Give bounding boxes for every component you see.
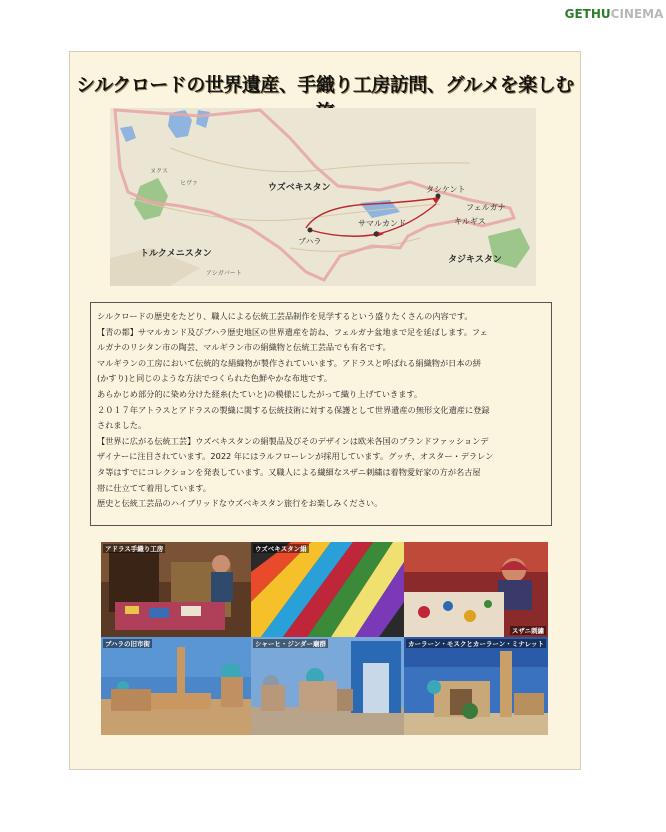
silk-fabric-photo [251, 542, 404, 637]
description-box [90, 302, 552, 526]
description-line: ザイナーに注目されています。2022 年にはラルフローレンが採用しています。グッチ、オスター・デラレン [97, 451, 494, 462]
photo-caption: スザニ刺繍 [511, 627, 544, 635]
photo-caption: ブハラの旧市街 [105, 640, 150, 648]
watermark-logo [566, 4, 662, 24]
poster-title: シルクロードの世界遺産、手織り工房訪問、グルメを楽しむ [76, 74, 574, 96]
map-label-turkmenistan: トルクメニスタン [140, 249, 212, 259]
description-line: ルガナのリシタン市の陶芸、マルギラン市の絹織物と伝統工芸品でも有名です。 [97, 342, 391, 353]
photo-caption: アドラス手織り工房 [105, 545, 164, 553]
map-label-samarkand: サマルカンド [358, 219, 406, 228]
map-label-nukus: ヌクス [150, 168, 168, 175]
travel-poster [70, 52, 580, 769]
description-line: 帯に仕立てて着用しています。 [97, 482, 211, 493]
watermark-part1: GETHU [564, 7, 611, 21]
photo-caption: ウズベキスタン絹 [255, 545, 307, 553]
description-line: マルギランの工房において伝統的な絹織物が製作されていいます。アドラスと呼ばれる絹織物が日本の絣 [97, 357, 481, 368]
embroidery-photo [404, 542, 548, 637]
description-line: されました。 [97, 420, 147, 431]
map-label-bukhara: ブハラ [298, 237, 322, 246]
description-line: あらかじめ部分的に染め分けた経糸(たていと)の模様にしたがって織り上げていきます。 [97, 388, 423, 399]
shah-i-zinda-photo [251, 637, 404, 735]
route-map [110, 108, 536, 286]
kalyan-minaret-photo [404, 637, 548, 735]
description-line: 【青の都】サマルカンド及びブハラ歴史地区の世界遺産を訪ね、フェルガナ盆地まで足を延ばします。フェ [97, 326, 488, 337]
photo-collage [101, 542, 548, 735]
photo-caption: カーラーン・モスクとカーラーン・ミナレット [408, 640, 545, 648]
map-label-tashkent: タシケント [426, 185, 466, 194]
description-line: タ等はすでにコレクションを発表しています。又職人による繊細なスザニ刺繍は着物愛好家の方が名古屋 [97, 466, 481, 477]
description-line: 歴史と伝統工芸品のハイブリッドなウズベキスタン旅行をお楽しみください。 [97, 498, 383, 509]
watermark-part2: CINEMA [610, 7, 664, 21]
photo-caption: シャーヒ・ジンダー廟群 [255, 640, 326, 648]
description-line: ２０１７年アトラスとアドラスの製織に関する伝統技術に対する保護として世界遺産の無形文化遺産に登録 [97, 404, 490, 415]
map-label-uzbekistan: ウズベキスタン [268, 183, 331, 193]
description-line: 【世界に広がる伝統工芸】ウズベキスタンの絹製品及びそのデザインは欧米各国のブランドファッションデ [97, 435, 489, 446]
map-label-tajikistan: タジキスタン [448, 255, 502, 265]
description-line: (かすり)と同じのような方法でつくられた色鮮やかな布地です。 [97, 373, 332, 384]
map-label-fergana: フェルガナ [466, 203, 506, 212]
map-label-ashgabat: アシガバート [206, 270, 242, 277]
map-label-khiva: ヒヴァ [180, 180, 198, 187]
bukhara-old-city-photo [101, 637, 251, 735]
map-label-kyrgyzstan: キルギス [454, 217, 486, 226]
weaving-loom-photo [101, 542, 251, 637]
description-line: シルクロードの歴史をたどり、職人による伝統工芸品制作を見学するという盛りたくさんの内容です。 [97, 311, 473, 321]
